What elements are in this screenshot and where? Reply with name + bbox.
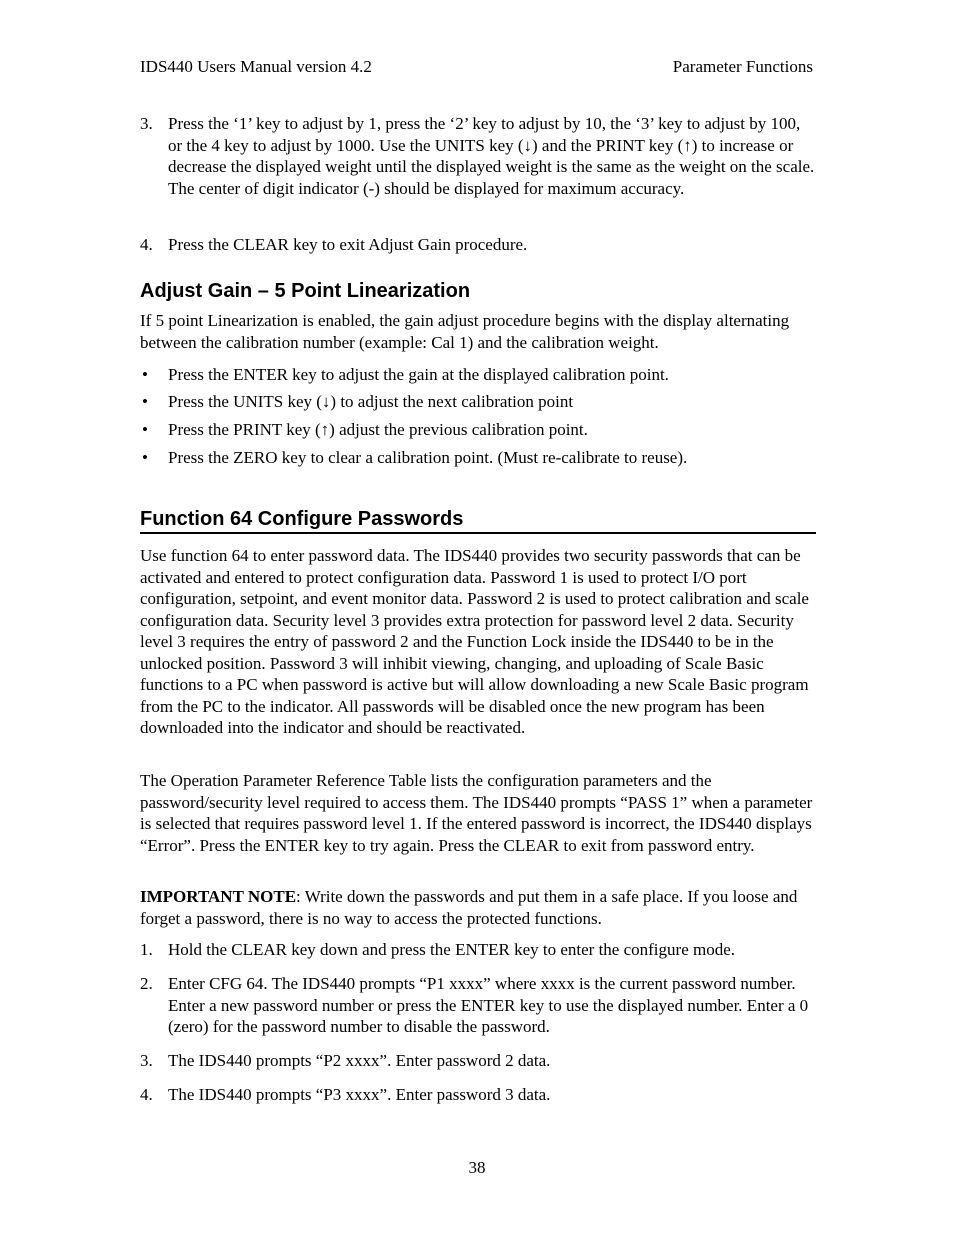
header-section: Parameter Functions: [672, 57, 813, 76]
step-number: 4.: [140, 235, 153, 254]
important-note: [140, 886, 816, 929]
paragraph-password-overview: Use function 64 to enter password data. The IDS440 provides two security passwords that can be activated and entered to protect configuration data. Password 1 is used to protect I/O port configuration, setpoint, and event monitor data. Password 2 is used to protect calibration and scale configuration data. Security level 3 provides extra protection for password level 2 data. Security level 3 requires the entry of password 2 and the Function Lock inside the IDS440 to be in the unlocked position. Password 3 will inhibit viewing, changing, and uploading of Scale Basic functions to a PC when password is active but will allow downloading a new Scale Basic program from the PC to the indicator. All passwords will be disabled once the new program has been downloaded into the indicator and should be reactivated.: [140, 546, 809, 737]
header-title: IDS440 Users Manual version 4.2: [140, 57, 372, 76]
step-text: Hold the CLEAR key down and press the ENTER key to enter the configure mode.: [168, 940, 736, 959]
step-number: 2.: [140, 974, 153, 993]
step-number: 4.: [140, 1085, 153, 1104]
bullet-dot: •: [142, 420, 148, 439]
section-heading-adjust-gain: Adjust Gain – 5 Point Linearization: [140, 280, 471, 302]
bullet-dot: •: [142, 448, 148, 467]
bullet-dot: •: [142, 365, 148, 384]
step-text: The IDS440 prompts “P3 xxxx”. Enter password 3 data.: [168, 1085, 551, 1104]
page-number: 38: [468, 1158, 486, 1177]
step-text: Press the ‘1’ key to adjust by 1, press the ‘2’ key to adjust by 10, the ‘3’ key to adjust by 100, or the 4 key to adjust by 1000. Use the UNITS key (↓) and the PRINT key (↑) to increase or decrease the displayed weight until the displayed weight is the same as the weight on the scale. The center of digit indicator (-) should be displayed for maximum accuracy.: [168, 114, 815, 198]
step-number: 3.: [140, 114, 153, 133]
bullet-item: Press the ZERO key to clear a calibration point. (Must re-calibrate to reuse).: [168, 448, 688, 467]
bullet-item: Press the PRINT key (↑) adjust the previous calibration point.: [168, 420, 588, 439]
important-note-text: : Write down the passwords and put them in a safe place. If you loose and forget a password, there is no way to access the protected functions.: [140, 887, 798, 928]
bullet-dot: •: [142, 392, 148, 411]
bullet-item: Press the ENTER key to adjust the gain at the displayed calibration point.: [168, 365, 669, 384]
section-intro: If 5 point Linearization is enabled, the gain adjust procedure begins with the display alternating between the calibration number (example: Cal 1) and the calibration weight.: [140, 311, 790, 352]
bullet-item: Press the UNITS key (↓) to adjust the next calibration point: [168, 392, 574, 411]
step-text: Enter CFG 64. The IDS440 prompts “P1 xxxx” where xxxx is the current password number. Enter a new password number or press the ENTER key to use the displayed number. Enter a 0 (zero) for the password number to disable the password.: [168, 974, 809, 1036]
section-heading-configure-passwords: Function 64 Configure Passwords: [140, 508, 464, 530]
paragraph-parameter-table: The Operation Parameter Reference Table lists the configuration parameters and the password/security level required to access them. The IDS440 prompts “PASS 1” when a parameter is selected that requires password level 1. If the entered password is incorrect, the IDS440 displays “Error”. Press the ENTER key to try again. Press the CLEAR to exit from password entry.: [140, 771, 813, 855]
section-rule: [140, 532, 816, 534]
step-text: Press the CLEAR key to exit Adjust Gain procedure.: [168, 235, 528, 254]
step-number: 1.: [140, 940, 153, 959]
step-text: The IDS440 prompts “P2 xxxx”. Enter password 2 data.: [168, 1051, 551, 1070]
step-number: 3.: [140, 1051, 153, 1070]
important-note-label: IMPORTANT NOTE: [140, 887, 297, 906]
